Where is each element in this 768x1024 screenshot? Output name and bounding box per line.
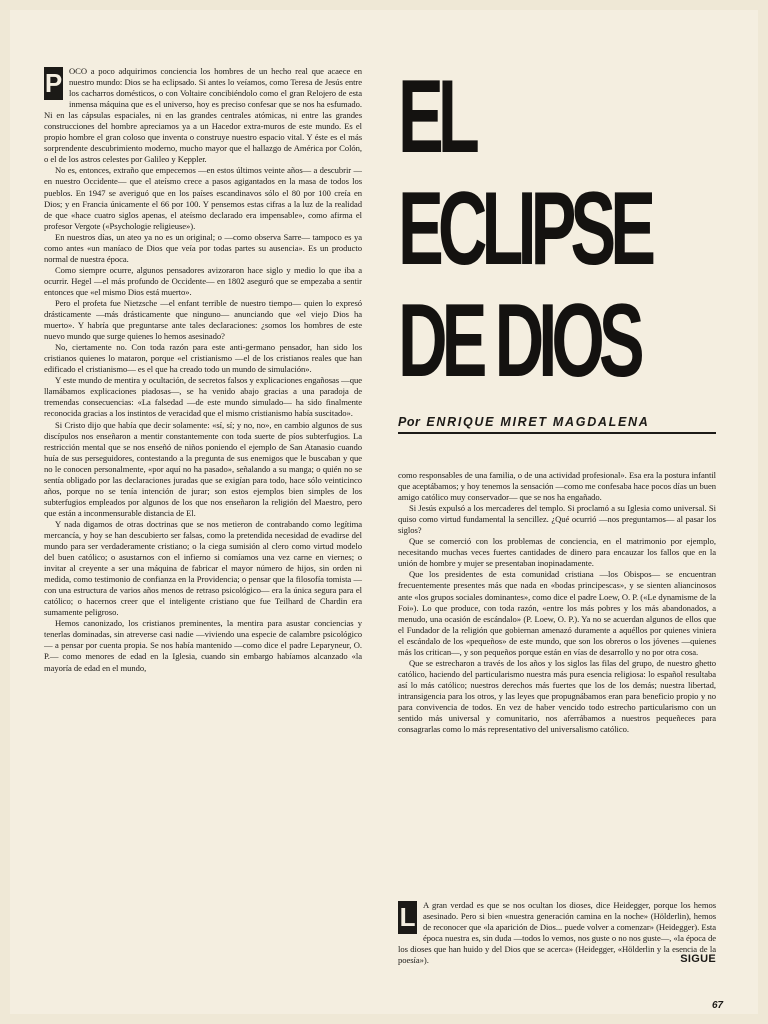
paragraph: como responsables de una familia, o de una actividad profesional». Esa era la postura infantil que aceptábamos; y hoy tenemos la sensación —como me confesaba hace pocos días un buen amigo católico muy conservador— que se nos ha engañado.	[398, 470, 716, 503]
page-number: 67	[712, 1000, 724, 1011]
paragraph-text: A gran verdad es que se nos ocultan los dioses, dice Heidegger, porque los hemos asesinado. Pero si bien «nuestra generación camina en la noche» (Hölderlin), hemos de reconocer que «la aparición de Dios... puede volver a comenzar» (Heidegger). Esta época nuestra es, sin duda —todos lo vemos, nos guste o no nos guste—, «la época de los dioses que han huido y del Dios que se acerca» (Heidegger, «Hölderlin y la esencia de la poesía»).	[398, 900, 716, 966]
paragraph	[398, 900, 716, 966]
right-column-bottom	[398, 900, 716, 992]
paragraph: Y este mundo de mentira y ocultación, de secretos falsos y explicaciones engañosas —que llamábamos explicaciones piadosas—, se ha venido abajo gracias a una paradoja de tremendas consecuencias: «La falsedad —de este mundo simulado— ha sido finalmente reconocida gracias a los instintos de veracidad que el mismo cristianismo había suscitado».	[44, 375, 362, 419]
paragraph: No, ciertamente no. Con toda razón para este anti-germano pensador, han sido los cristianos quienes lo mataron, porque «el cristianismo —el de los cristianos reales que han edificado el cristianismo— es el que ha creado todo un mundo de simulación».	[44, 342, 362, 375]
paragraph: En nuestros días, un ateo ya no es un original; o —como observa Sarre— tampoco es ya como antes «un maníaco de Dios que veía por todas partes su ausencia». Es un producto normal de nuestra época.	[44, 231, 362, 264]
byline	[398, 415, 716, 434]
title-line-3: DE DIOS	[398, 283, 639, 399]
paragraph: Que se estrecharon a través de los años y los siglos las filas del grupo, de nuestro ghetto católico, haciendo del particularismo nuestra más pura esencia religiosa: lo español resultaba así lo más católico; nuestros derechos más fuertes que los de los demás; nuestra libertad, intransigencia para los otros, y las leyes que propugnábamos eran para beneficio propio y no para convivencia de todos. En vez de haber vencido todo estrecho particularismo con un sentido más universal y comunitario, nos aferrábamos a nuestros pequeñeces para consagrarlas como lo más representativo del universalismo católico.	[398, 657, 716, 735]
paragraph: Si Cristo dijo que había que decir solamente: «sí, sí; y no, no», en cambio algunos de sus discípulos nos enseñaron a mentir constantemente con toda suerte de píos subterfugios. La restricción mental que se nos enseñó de niños poniendo el ejemplo de San Atanasio cuando huía de sus perseguidores, contestando a la pregunta de sus enemigos que le buscaban y que no le conocen personalmente, «por aquí no ha pasado», señalando a su manga; o quién no se sentía obligado por las declaraciones juradas que se exigían para todo, hace sólo veinticinco años, porque no se tenía intención de jurar; son estos ejemplos bien simples de los subterfugios empleados por algunos de los que nos enseñaron la religión del Maestro, pero que están a inconmensurable distancia de El.	[44, 419, 362, 518]
left-column	[44, 66, 362, 986]
paragraph-text: OCO a poco adquirimos conciencia los hombres de un hecho real que acaece en nuestro mundo: Dios se ha eclipsado. Si antes lo veíamos, como Teresa de Jesús entre los cacharros domésticos, o con Voltaire concibiéndolo como el gran Relojero de esta inmensa máquina que es el universo, hoy es preciso confesar que se nos ha esfumado. Ni en las cápsulas espaciales, ni en las grandes centrales atómicas, ni entre las grandes construcciones del hombre apreciamos ya a un Hacedor extra-muros de este mundo. Es el propio hombre el gran coloso que inventa o construye nuestro espacio vital. Y éste es el más sorprendente descubrimiento moderno, mucho mayor que el hallazgo de América por Colón, o el de los astros celestes por Galileo y Keppler.	[44, 66, 362, 165]
paragraph: Que los presidentes de esta comunidad cristiana —los Obispos— se encuentran frecuentemente presentes más que nada en «bodas principescas», y se sienten aliancinosos ante «los grupos sociales dominantes», como dice el padre Loew, O. P. («Le dynamisme de la Foi»). Lo que produce, con toda razón, «entre los más pobres y los más abandonados, a menudo, una ocasión de escándalo» (P. Loew, O. P.). Ya no se acuerdan algunos de ellos que el Fundador de la religión que gobiernan amenazó duramente a aquéllos por quienes viniera el escándalo de los «pequeños» de este mundo, que son los obreros o los jóvenes —quienes más los critican—, y son pequeños porque están en vías de desarrollo y no por otra cosa.	[398, 569, 716, 657]
continue-label: SIGUE	[680, 953, 716, 966]
drop-cap: L	[399, 902, 416, 932]
drop-cap: P	[44, 68, 63, 98]
article-title	[398, 59, 718, 402]
paragraph: Pero el profeta fue Nietzsche —el enfant terrible de nuestro tiempo— quien lo expresó drásticamente —más drásticamente que ninguno— anunciando que «el viejo Dios ha muerto». Y habría que preguntarse ante tales declaraciones: ¿somos los hombres de este nuevo mundo que surge quienes lo hemos asesinado?	[44, 297, 362, 342]
paragraph: No es, entonces, extraño que empecemos —en estos últimos veinte años— a descubrir —en nuestro Occidente— que el ateísmo crece a pasos agigantados en la masa de todos los pueblos. En 1947 se averiguó que en los países escandinavos sólo el 80 por 100 creía en Dios; y en Francia únicamente el 66 por 100. Y pensemos estas cifras a la luz de la realidad de que «hace cuatro siglos apenas, el ateísmo declarado era impensable», como afirma el profesor Vergote («Psychologie religieuse»).	[44, 165, 362, 231]
paragraph: Que se comerció con los problemas de conciencia, en el matrimonio por ejemplo, necesitando muchas veces fuertes cantidades de dinero para encauzar los fallos que en la unión de hombre y mujer se presentaban inopinadamente.	[398, 536, 716, 569]
title-line-2: ECLIPSE	[398, 171, 651, 287]
paragraph: Como siempre ocurre, algunos pensadores avizoraron hace siglo y medio lo que iba a ocurrir. Hegel —el más profundo de Occidente— en 1802 aseguró que se empezaba a sentir entonces que «el mismo Dios está muerto».	[44, 264, 362, 297]
byline-author: ENRIQUE MIRET MAGDALENA	[426, 415, 650, 429]
paragraph	[44, 66, 362, 165]
paragraph: Y nada digamos de otras doctrinas que se nos metieron de contrabando como legítima mercancía, y hoy se han descubierto ser falsas, como la pretendida necesidad de evadirse del mundo para ser verdaderamente cristiano; o la ciega sumisión al clero como virtud modelo del buen católico; o asustarnos con el infierno si comíamos una vez carne en viernes; o invitar al creyente a ser una máquina de fabricar el mayor número de hijos, sin orden ni medida, como testimonio de confianza en la Providencia; o pensar que la filosofía tomista —con una estructura de varios años menos de retraso psicológico— era la única segura para el católico; o hacernos creer que el inteligente cristiano que fue Teilhard de Chardin era sumamente peligroso.	[44, 518, 362, 618]
title-line-1: EL	[398, 59, 474, 175]
paragraph: Si Jesús expulsó a los mercaderes del templo. Si proclamó a su Iglesia como universal. Si quiso como virtud fundamental la sencillez. ¿Qué ocurrió —nos preguntamos— al pasar los siglos?	[398, 503, 716, 536]
byline-prefix: Por	[398, 415, 421, 429]
paragraph: Hemos canonizado, los cristianos preminentes, la mentira para asustar conciencias y tenerlas dominadas, sin atreverse casi nadie —viviendo una especie de calambre psicológico— a pensar por cuenta propia. Se nos había mantenido —como dice el padre Leparyneur, O. P.— como menores de edad en la Iglesia, cuando sin embargo habíamos alcanzado «la mayoría de edad en el mundo,	[44, 618, 362, 673]
right-column-top	[398, 470, 716, 874]
